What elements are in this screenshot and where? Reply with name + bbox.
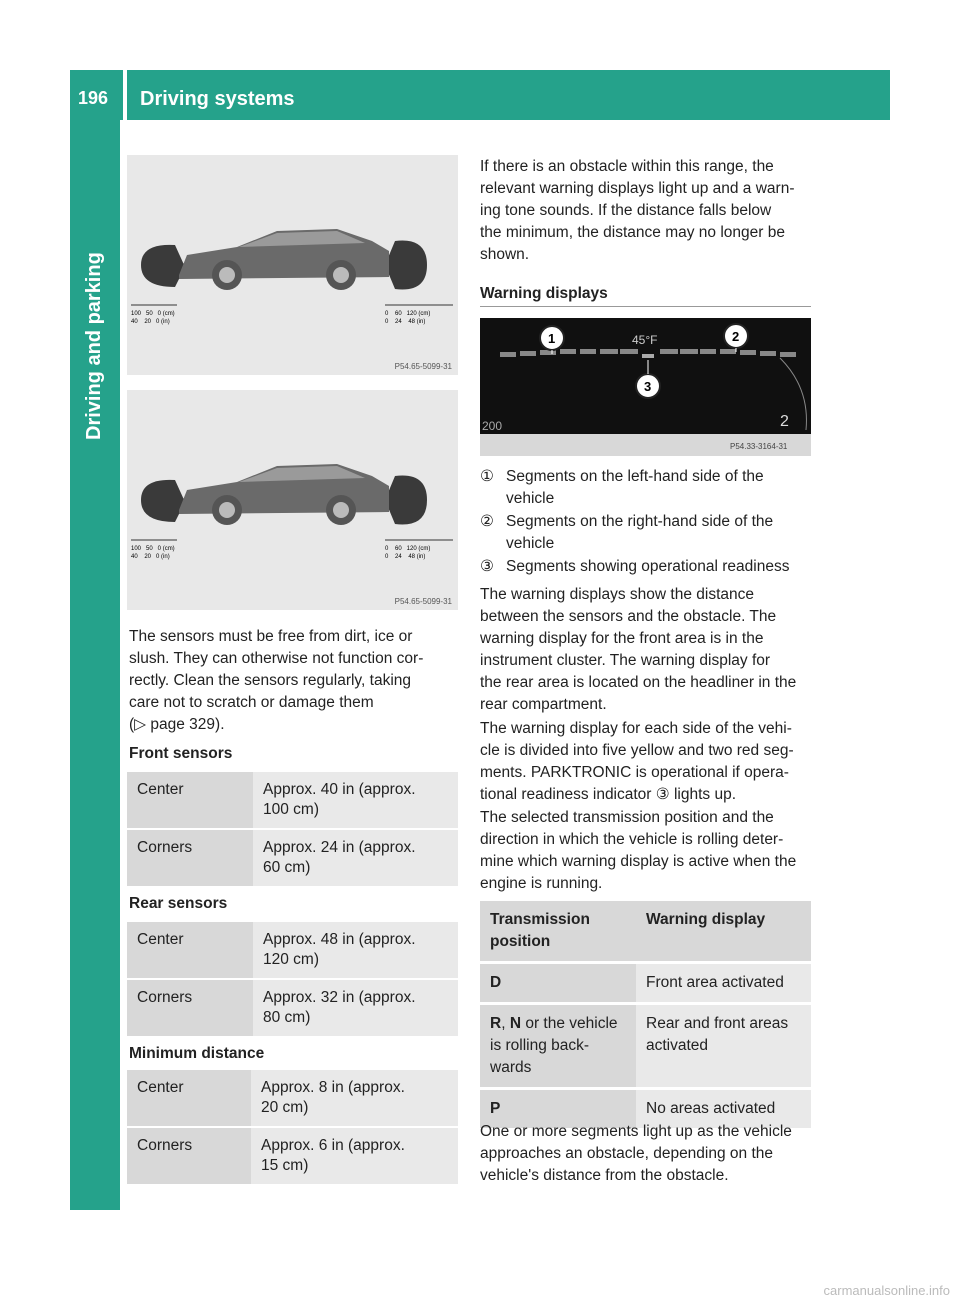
column-header-transmission: Transmission position bbox=[480, 901, 636, 961]
table-row bbox=[127, 772, 458, 828]
intro-paragraph: If there is an obstacle within this range, the relevant warning displays light up and a warn- ing tone sounds. If the distance falls below the minimum, the distance may no longer be shown. bbox=[480, 158, 795, 263]
row-value: Approx. 8 in (approx. 20 cm) bbox=[251, 1070, 458, 1126]
page-number: 196 bbox=[78, 88, 109, 108]
row-key: Corners bbox=[127, 980, 253, 1036]
cluster-speed: 200 bbox=[482, 419, 503, 433]
car-side-illustration bbox=[127, 155, 458, 375]
segments-approach-paragraph: One or more segments light up as the vehicle approaches an obstacle, depending on the vehicle's distance from the obstacle. bbox=[480, 1123, 792, 1184]
cell-warning: No areas activated bbox=[636, 1090, 811, 1128]
scale-front-cm: 100 50 0 (cm) bbox=[131, 311, 175, 317]
cell-position: P bbox=[480, 1090, 636, 1128]
rear-sensor-zone bbox=[385, 476, 427, 525]
transmission-table bbox=[480, 898, 811, 1131]
minimum-distance-heading: Minimum distance bbox=[129, 1045, 265, 1062]
car-side-illustration bbox=[127, 390, 458, 610]
figure-code: P54.65-5099-31 bbox=[394, 362, 452, 371]
cell-position: R, N or the vehicle is rolling back- wards bbox=[480, 1005, 636, 1087]
cell-position: D bbox=[480, 964, 636, 1002]
rear-sensors-table bbox=[127, 920, 458, 1038]
scale-front-in: 40 20 0 (in) bbox=[131, 319, 170, 325]
minimum-distance-table bbox=[127, 1068, 458, 1186]
warning-location-paragraph: The warning displays show the distance between the sensors and the obstacle. The warning display for the front area is in the instrument cluster. The warning display for the rear area is located on the headliner in the rear compartment. bbox=[480, 586, 797, 713]
figure-code: P54.33-3164-31 bbox=[730, 442, 788, 451]
section-title: Driving systems bbox=[140, 88, 295, 110]
warning-displays-heading: Warning displays bbox=[480, 285, 608, 302]
row-value: Approx. 6 in (approx. 15 cm) bbox=[251, 1128, 458, 1184]
text-line: rectly. Clean the sensors regularly, taking bbox=[129, 672, 411, 689]
watermark: carmanualsonline.info bbox=[823, 1283, 950, 1298]
rear-sensors-heading: Rear sensors bbox=[129, 895, 228, 912]
table-row bbox=[127, 1128, 458, 1184]
scale-rear-cm: 0 60 120 (cm) bbox=[385, 546, 431, 552]
text-line: care not to scratch or damage them bbox=[129, 694, 374, 711]
row-key: Corners bbox=[127, 1128, 251, 1184]
header-divider bbox=[123, 70, 127, 120]
scale-rear-in: 0 24 48 (in) bbox=[385, 319, 426, 325]
instrument-cluster-illustration bbox=[480, 318, 811, 456]
sensor-range-figure-2 bbox=[127, 390, 458, 610]
readiness-indicator bbox=[642, 354, 654, 358]
heading-rule bbox=[480, 306, 811, 307]
cell-warning: Rear and front areas activated bbox=[636, 1005, 811, 1087]
sensor-care-paragraph bbox=[129, 626, 459, 736]
sensor-range-figure-1 bbox=[127, 155, 458, 375]
front-sensors-heading: Front sensors bbox=[129, 745, 233, 762]
column-header-warning: Warning display bbox=[636, 901, 811, 961]
table-row bbox=[480, 1005, 811, 1087]
row-value: Approx. 40 in (approx. 100 cm) bbox=[253, 772, 458, 828]
figure-code: P54.65-5099-31 bbox=[394, 597, 452, 606]
row-value: Approx. 32 in (approx. 80 cm) bbox=[253, 980, 458, 1036]
scale-front-cm: 100 50 0 (cm) bbox=[131, 546, 175, 552]
side-title-wrap bbox=[83, 240, 113, 440]
rear-sensor-zone bbox=[385, 241, 427, 290]
table-header-row bbox=[480, 901, 811, 961]
table-row bbox=[127, 922, 458, 978]
row-key: Center bbox=[127, 922, 253, 978]
text-line: slush. They can otherwise not function cor- bbox=[129, 650, 424, 667]
marker-2: 2 bbox=[732, 329, 740, 344]
table-row bbox=[480, 964, 811, 1002]
row-key: Corners bbox=[127, 830, 253, 886]
transmission-paragraph: The selected transmission position and the direction in which the vehicle is rolling deter- mine which warning display is active when the engine is running. bbox=[480, 809, 797, 892]
instrument-cluster-figure bbox=[480, 318, 811, 456]
row-key: Center bbox=[127, 772, 253, 828]
text-line: The sensors must be free from dirt, ice or bbox=[129, 628, 413, 645]
segments-paragraph: The warning display for each side of the vehi- cle is divided into five yellow and two red seg- ments. PARKTRONIC is operational if opera- tional readiness indicator ③ lights up. bbox=[480, 720, 794, 803]
marker-1: 1 bbox=[548, 331, 556, 346]
cell-warning: Front area activated bbox=[636, 964, 811, 1002]
row-key: Center bbox=[127, 1070, 251, 1126]
row-value: Approx. 24 in (approx. 60 cm) bbox=[253, 830, 458, 886]
scale-rear-in: 0 24 48 (in) bbox=[385, 554, 426, 560]
row-value: Approx. 48 in (approx. 120 cm) bbox=[253, 922, 458, 978]
page-reference-link[interactable]: (▷ page 329). bbox=[129, 716, 225, 733]
cluster-temperature: 45°F bbox=[632, 333, 658, 347]
cluster-gear: 2 bbox=[780, 413, 789, 430]
side-title: Driving and parking bbox=[83, 252, 105, 440]
table-row bbox=[127, 1070, 458, 1126]
marker-3: 3 bbox=[644, 379, 652, 394]
table-row bbox=[127, 980, 458, 1036]
front-sensors-table bbox=[127, 770, 458, 888]
table-row bbox=[127, 830, 458, 886]
scale-rear-cm: 0 60 120 (cm) bbox=[385, 311, 431, 317]
front-sensor-zone bbox=[141, 480, 185, 522]
scale-front-in: 40 20 0 (in) bbox=[131, 554, 170, 560]
